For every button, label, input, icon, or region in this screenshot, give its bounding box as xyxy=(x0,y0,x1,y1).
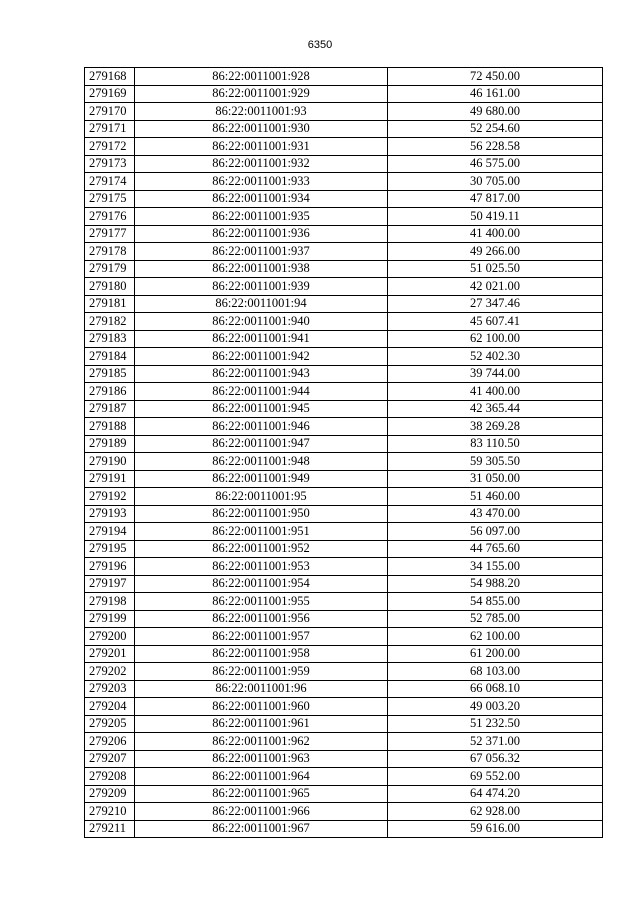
value-cell: 62 100.00 xyxy=(388,628,603,646)
value-cell: 51 232.50 xyxy=(388,715,603,733)
cadastral-number-cell: 86:22:0011001:944 xyxy=(135,383,388,401)
cadastral-number-cell: 86:22:0011001:960 xyxy=(135,698,388,716)
row-number-cell: 279169 xyxy=(85,85,135,103)
value-cell: 51 025.50 xyxy=(388,260,603,278)
row-number-cell: 279190 xyxy=(85,453,135,471)
row-number-cell: 279174 xyxy=(85,173,135,191)
cadastral-number-cell: 86:22:0011001:932 xyxy=(135,155,388,173)
table-row xyxy=(85,628,603,646)
table-row xyxy=(85,383,603,401)
cadastral-number-cell: 86:22:0011001:936 xyxy=(135,225,388,243)
table-row xyxy=(85,418,603,436)
row-number-cell: 279195 xyxy=(85,540,135,558)
cadastral-number-cell: 86:22:0011001:933 xyxy=(135,173,388,191)
value-cell: 41 400.00 xyxy=(388,225,603,243)
value-cell: 67 056.32 xyxy=(388,750,603,768)
row-number-cell: 279210 xyxy=(85,803,135,821)
value-cell: 43 470.00 xyxy=(388,505,603,523)
cadastral-number-cell: 86:22:0011001:941 xyxy=(135,330,388,348)
cadastral-number-cell: 86:22:0011001:940 xyxy=(135,313,388,331)
value-cell: 31 050.00 xyxy=(388,470,603,488)
row-number-cell: 279182 xyxy=(85,313,135,331)
table-row xyxy=(85,715,603,733)
row-number-cell: 279197 xyxy=(85,575,135,593)
cadastral-number-cell: 86:22:0011001:928 xyxy=(135,68,388,86)
table-row xyxy=(85,698,603,716)
cadastral-number-cell: 86:22:0011001:948 xyxy=(135,453,388,471)
row-number-cell: 279187 xyxy=(85,400,135,418)
table-row xyxy=(85,278,603,296)
row-number-cell: 279199 xyxy=(85,610,135,628)
cadastral-number-cell: 86:22:0011001:951 xyxy=(135,523,388,541)
table-row xyxy=(85,540,603,558)
row-number-cell: 279170 xyxy=(85,103,135,121)
cadastral-number-cell: 86:22:0011001:959 xyxy=(135,663,388,681)
row-number-cell: 279204 xyxy=(85,698,135,716)
cadastral-number-cell: 86:22:0011001:931 xyxy=(135,138,388,156)
cadastral-number-cell: 86:22:0011001:950 xyxy=(135,505,388,523)
table-row xyxy=(85,120,603,138)
row-number-cell: 279186 xyxy=(85,383,135,401)
cadastral-number-cell: 86:22:0011001:939 xyxy=(135,278,388,296)
row-number-cell: 279203 xyxy=(85,680,135,698)
row-number-cell: 279178 xyxy=(85,243,135,261)
cadastral-number-cell: 86:22:0011001:955 xyxy=(135,593,388,611)
value-cell: 38 269.28 xyxy=(388,418,603,436)
table-row xyxy=(85,435,603,453)
table-row xyxy=(85,803,603,821)
cadastral-number-cell: 86:22:0011001:966 xyxy=(135,803,388,821)
table-row xyxy=(85,365,603,383)
cadastral-number-cell: 86:22:0011001:96 xyxy=(135,680,388,698)
cadastral-number-cell: 86:22:0011001:958 xyxy=(135,645,388,663)
value-cell: 42 021.00 xyxy=(388,278,603,296)
table-row xyxy=(85,155,603,173)
table-row xyxy=(85,505,603,523)
row-number-cell: 279196 xyxy=(85,558,135,576)
table-row xyxy=(85,348,603,366)
value-cell: 52 402.30 xyxy=(388,348,603,366)
cadastral-number-cell: 86:22:0011001:942 xyxy=(135,348,388,366)
cadastral-number-cell: 86:22:0011001:934 xyxy=(135,190,388,208)
table-row xyxy=(85,733,603,751)
cadastral-number-cell: 86:22:0011001:95 xyxy=(135,488,388,506)
row-number-cell: 279191 xyxy=(85,470,135,488)
table-row xyxy=(85,768,603,786)
value-cell: 62 928.00 xyxy=(388,803,603,821)
value-cell: 30 705.00 xyxy=(388,173,603,191)
row-number-cell: 279189 xyxy=(85,435,135,453)
value-cell: 42 365.44 xyxy=(388,400,603,418)
row-number-cell: 279175 xyxy=(85,190,135,208)
cadastral-number-cell: 86:22:0011001:937 xyxy=(135,243,388,261)
table-row xyxy=(85,558,603,576)
value-cell: 51 460.00 xyxy=(388,488,603,506)
cadastral-number-cell: 86:22:0011001:961 xyxy=(135,715,388,733)
table-row xyxy=(85,330,603,348)
row-number-cell: 279184 xyxy=(85,348,135,366)
cadastral-number-cell: 86:22:0011001:952 xyxy=(135,540,388,558)
cadastral-number-cell: 86:22:0011001:93 xyxy=(135,103,388,121)
value-cell: 27 347.46 xyxy=(388,295,603,313)
value-cell: 41 400.00 xyxy=(388,383,603,401)
row-number-cell: 279176 xyxy=(85,208,135,226)
row-number-cell: 279183 xyxy=(85,330,135,348)
row-number-cell: 279205 xyxy=(85,715,135,733)
table-row xyxy=(85,295,603,313)
value-cell: 50 419.11 xyxy=(388,208,603,226)
value-cell: 52 371.00 xyxy=(388,733,603,751)
value-cell: 46 575.00 xyxy=(388,155,603,173)
cadastral-number-cell: 86:22:0011001:938 xyxy=(135,260,388,278)
cadastral-number-cell: 86:22:0011001:964 xyxy=(135,768,388,786)
row-number-cell: 279207 xyxy=(85,750,135,768)
row-number-cell: 279168 xyxy=(85,68,135,86)
table-row xyxy=(85,523,603,541)
cadastral-number-cell: 86:22:0011001:945 xyxy=(135,400,388,418)
table-row xyxy=(85,208,603,226)
table-row xyxy=(85,663,603,681)
table-row xyxy=(85,138,603,156)
row-number-cell: 279198 xyxy=(85,593,135,611)
table-row xyxy=(85,400,603,418)
row-number-cell: 279193 xyxy=(85,505,135,523)
cadastral-number-cell: 86:22:0011001:946 xyxy=(135,418,388,436)
cadastral-number-cell: 86:22:0011001:94 xyxy=(135,295,388,313)
cadastral-number-cell: 86:22:0011001:935 xyxy=(135,208,388,226)
table-row xyxy=(85,243,603,261)
table-row xyxy=(85,645,603,663)
value-cell: 47 817.00 xyxy=(388,190,603,208)
table-row xyxy=(85,750,603,768)
value-cell: 69 552.00 xyxy=(388,768,603,786)
value-cell: 45 607.41 xyxy=(388,313,603,331)
value-cell: 56 228.58 xyxy=(388,138,603,156)
row-number-cell: 279181 xyxy=(85,295,135,313)
value-cell: 54 855.00 xyxy=(388,593,603,611)
row-number-cell: 279200 xyxy=(85,628,135,646)
value-cell: 49 266.00 xyxy=(388,243,603,261)
row-number-cell: 279171 xyxy=(85,120,135,138)
table-row xyxy=(85,85,603,103)
cadastral-number-cell: 86:22:0011001:963 xyxy=(135,750,388,768)
value-cell: 72 450.00 xyxy=(388,68,603,86)
table-row xyxy=(85,313,603,331)
table-row xyxy=(85,470,603,488)
value-cell: 64 474.20 xyxy=(388,785,603,803)
row-number-cell: 279209 xyxy=(85,785,135,803)
row-number-cell: 279202 xyxy=(85,663,135,681)
cadastral-number-cell: 86:22:0011001:967 xyxy=(135,820,388,838)
cadastral-number-cell: 86:22:0011001:957 xyxy=(135,628,388,646)
value-cell: 68 103.00 xyxy=(388,663,603,681)
table-row xyxy=(85,68,603,86)
value-cell: 56 097.00 xyxy=(388,523,603,541)
table-row xyxy=(85,453,603,471)
value-cell: 44 765.60 xyxy=(388,540,603,558)
row-number-cell: 279179 xyxy=(85,260,135,278)
cadastral-number-cell: 86:22:0011001:949 xyxy=(135,470,388,488)
value-cell: 39 744.00 xyxy=(388,365,603,383)
value-cell: 49 680.00 xyxy=(388,103,603,121)
value-cell: 66 068.10 xyxy=(388,680,603,698)
row-number-cell: 279201 xyxy=(85,645,135,663)
cadastral-table xyxy=(84,67,603,838)
page-number: 6350 xyxy=(307,39,333,51)
row-number-cell: 279188 xyxy=(85,418,135,436)
value-cell: 34 155.00 xyxy=(388,558,603,576)
table-row xyxy=(85,575,603,593)
value-cell: 54 988.20 xyxy=(388,575,603,593)
row-number-cell: 279173 xyxy=(85,155,135,173)
row-number-cell: 279208 xyxy=(85,768,135,786)
table-row xyxy=(85,260,603,278)
table-row xyxy=(85,488,603,506)
row-number-cell: 279172 xyxy=(85,138,135,156)
row-number-cell: 279206 xyxy=(85,733,135,751)
value-cell: 61 200.00 xyxy=(388,645,603,663)
cadastral-number-cell: 86:22:0011001:954 xyxy=(135,575,388,593)
cadastral-number-cell: 86:22:0011001:956 xyxy=(135,610,388,628)
cadastral-number-cell: 86:22:0011001:965 xyxy=(135,785,388,803)
cadastral-number-cell: 86:22:0011001:929 xyxy=(135,85,388,103)
table-row xyxy=(85,190,603,208)
row-number-cell: 279177 xyxy=(85,225,135,243)
table-row xyxy=(85,610,603,628)
row-number-cell: 279211 xyxy=(85,820,135,838)
value-cell: 52 785.00 xyxy=(388,610,603,628)
value-cell: 46 161.00 xyxy=(388,85,603,103)
table-row xyxy=(85,593,603,611)
value-cell: 62 100.00 xyxy=(388,330,603,348)
cadastral-number-cell: 86:22:0011001:943 xyxy=(135,365,388,383)
table-row xyxy=(85,103,603,121)
row-number-cell: 279180 xyxy=(85,278,135,296)
row-number-cell: 279192 xyxy=(85,488,135,506)
cadastral-number-cell: 86:22:0011001:947 xyxy=(135,435,388,453)
cadastral-number-cell: 86:22:0011001:962 xyxy=(135,733,388,751)
table-row xyxy=(85,680,603,698)
row-number-cell: 279194 xyxy=(85,523,135,541)
cadastral-number-cell: 86:22:0011001:930 xyxy=(135,120,388,138)
cadastral-number-cell: 86:22:0011001:953 xyxy=(135,558,388,576)
table-body xyxy=(85,68,603,838)
value-cell: 49 003.20 xyxy=(388,698,603,716)
table-row xyxy=(85,225,603,243)
value-cell: 59 616.00 xyxy=(388,820,603,838)
value-cell: 59 305.50 xyxy=(388,453,603,471)
table-row xyxy=(85,785,603,803)
value-cell: 52 254.60 xyxy=(388,120,603,138)
row-number-cell: 279185 xyxy=(85,365,135,383)
table-row xyxy=(85,173,603,191)
table-row xyxy=(85,820,603,838)
value-cell: 83 110.50 xyxy=(388,435,603,453)
